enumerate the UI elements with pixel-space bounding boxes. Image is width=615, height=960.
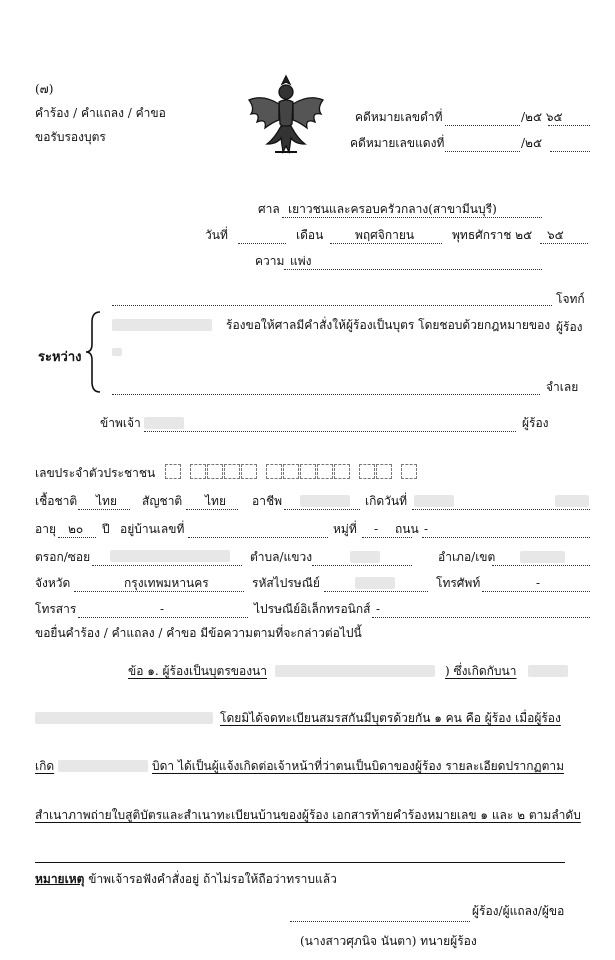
id-digit-box (317, 464, 333, 479)
red-case-label: คดีหมายเลขแดงที่ (350, 136, 445, 150)
black-case-label: คดีหมายเลขดำที่ (355, 110, 443, 124)
redacted-father-name (528, 665, 568, 677)
redacted-occupation (300, 495, 350, 507)
black-case-year: /๒๕ ๖๕ (521, 110, 563, 124)
petitioner-side-label: ผู้ร้อง (556, 320, 583, 334)
declarant-label: ข้าพเจ้า (100, 416, 141, 430)
year-unit-label: ปี (102, 522, 110, 536)
year-line (540, 243, 588, 244)
postal-field[interactable] (324, 591, 428, 592)
phone-label: โทรศัพท์ (436, 576, 481, 590)
defendant-label: จำเลย (546, 380, 579, 394)
note-label: หมายเหตุ (35, 872, 85, 886)
fax-value: - (160, 602, 165, 616)
id-digit-box (266, 464, 282, 479)
moo-label: หมู่ที่ (333, 522, 357, 536)
clause1-start: ข้อ ๑. ผู้ร้องเป็นบุตรของนา (128, 664, 268, 678)
road-label: ถนน (395, 522, 419, 536)
footer-divider (35, 862, 565, 863)
phone-value: - (536, 576, 541, 590)
fax-line (78, 617, 248, 618)
province-label: จังหวัด (35, 576, 71, 590)
email-line (372, 617, 590, 618)
body-line3-rest: บิดา ได้เป็นผู้แจ้งเกิดต่อเจ้าหน้าที่ว่าตนเป็นบิดาของผู้ร้อง รายละเอียดปรากฏตาม (152, 759, 565, 773)
submit-statement: ขอยื่นคำร้อง / คำแถลง / คำขอ มีข้อความตามที่จะกล่าวต่อไปนี้ (35, 626, 362, 640)
occupation-label: อาชีพ (252, 494, 282, 508)
email-value: - (376, 602, 381, 616)
moo-value: - (374, 522, 379, 536)
month-line (330, 243, 442, 244)
form-number: (๗) (35, 82, 54, 96)
age-label: อายุ (35, 522, 56, 536)
red-case-year-field[interactable] (550, 151, 590, 152)
race-label: เชื้อชาติ (35, 494, 78, 508)
district-field[interactable] (492, 565, 590, 566)
postal-label: รหัสไปรษณีย์ (252, 576, 320, 590)
redacted-subdistrict (350, 551, 380, 563)
soi-label: ตรอก/ซอย (35, 550, 91, 564)
moo-line (362, 537, 412, 538)
month-label: เดือน (296, 228, 324, 242)
year-value: ๖๕ (547, 228, 564, 242)
black-case-year-line (548, 125, 590, 126)
age-line (58, 537, 96, 538)
redacted-petitioner-name (112, 319, 212, 331)
month-value: พฤศจิกายน (355, 228, 415, 242)
fax-label: โทรสาร (35, 602, 77, 616)
matter-value: แพ่ง (290, 254, 312, 268)
address-field[interactable] (188, 537, 328, 538)
black-case-number-field[interactable] (445, 125, 520, 126)
road-value: - (424, 522, 429, 536)
redacted-birthyear (555, 495, 589, 507)
date-label: วันที่ (205, 228, 228, 242)
redacted-birth-detail (58, 760, 148, 772)
email-label: ไปรษณีย์อิเล็กทรอนิกส์ (254, 602, 371, 616)
age-value: ๒๐ (68, 522, 84, 536)
plaintiff-field[interactable] (112, 305, 552, 306)
matter-label: ความ (255, 254, 285, 268)
red-case-year: /๒๕ (521, 136, 543, 150)
defendant-field[interactable] (112, 394, 540, 395)
id-digit-box (334, 464, 350, 479)
id-label: เลขประจำตัวประชาชน (35, 466, 156, 480)
year-label: พุทธศักราช ๒๕ (452, 228, 533, 242)
race-value: ไทย (96, 494, 117, 508)
redacted-birthdate (414, 495, 454, 507)
signer-role: ผู้ร้อง/ผู้แถลง/ผู้ขอ (472, 904, 565, 918)
phone-line (482, 591, 590, 592)
declarant-name-field[interactable] (144, 431, 516, 432)
id-digit-box (376, 464, 392, 479)
nationality-label: สัญชาติ (142, 494, 183, 508)
note-row (35, 872, 337, 887)
redacted-soi (110, 550, 230, 562)
birthdate-field[interactable] (412, 509, 590, 510)
matter-line (284, 269, 542, 270)
address-label: อยู่บ้านเลขที่ (120, 522, 185, 536)
birthdate-label: เกิดวันที่ (365, 494, 408, 508)
id-digit-box (300, 464, 316, 479)
nationality-line (186, 509, 238, 510)
note-text: ข้าพเจ้ารอฟังคำสั่งอยู่ ถ้าไม่รอให้ถือว่าทราบแล้ว (88, 872, 337, 886)
signer-name: (นางสาวศุภนิจ นันตา) ทนายผู้ร้อง (300, 934, 477, 948)
occupation-field[interactable] (284, 509, 360, 510)
soi-field[interactable] (92, 565, 242, 566)
redacted-district (520, 551, 565, 563)
garuda-emblem-icon (245, 72, 327, 160)
district-label: อำเภอ/เขต (438, 550, 496, 564)
subdistrict-field[interactable] (312, 565, 412, 566)
court-label: ศาล (258, 202, 280, 216)
nationality-value: ไทย (205, 494, 226, 508)
between-label: ระหว่าง (38, 350, 82, 365)
signature-field[interactable] (290, 921, 470, 922)
red-case-number-field[interactable] (445, 151, 520, 152)
body-line4: สำเนาภาพถ่ายใบสูติบัตรและสำเนาทะเบียนบ้านของผู้ร้อง เอกสารท้ายคำร้องหมายเลข ๑ และ ๒ ตามลำดับ (35, 808, 581, 822)
court-name: เยาวชนและครอบครัวกลาง(สาขามีนบุรี) (288, 202, 497, 216)
redacted-father-name-cont (35, 712, 213, 724)
id-digit-box (224, 464, 240, 479)
redacted-mother-name (275, 665, 435, 677)
redacted-declarant-name (144, 417, 184, 429)
race-line (78, 509, 130, 510)
id-digit-box (165, 464, 181, 479)
form-title-line2: ขอรับรองบุตร (35, 130, 106, 144)
body-line2: โดยมิได้จดทะเบียนสมรสกันมีบุตรด้วยกัน ๑ คน คือ ผู้ร้อง เมื่อผู้ร้อง (220, 711, 561, 725)
body-line3-start: เกิด (35, 759, 55, 773)
clause1-end: ) ซึ่งเกิดกับนา (445, 664, 517, 678)
declarant-role: ผู้ร้อง (522, 416, 549, 430)
between-brace-icon (84, 310, 102, 394)
province-line (74, 591, 244, 592)
petition-text: ร้องขอให้ศาลมีคำสั่งให้ผู้ร้องเป็นบุตร โดยชอบด้วยกฎหมายของ (226, 318, 551, 332)
road-line (422, 537, 590, 538)
plaintiff-label: โจทก์ (556, 292, 585, 306)
id-digit-box (241, 464, 257, 479)
id-digit-box (190, 464, 206, 479)
id-digit-box (283, 464, 299, 479)
id-digit-box (359, 464, 375, 479)
court-line (282, 217, 542, 218)
redacted-mark (112, 348, 122, 356)
province-value: กรุงเทพมหานคร (124, 576, 209, 590)
redacted-postal (355, 577, 395, 589)
id-digit-box (207, 464, 223, 479)
date-field[interactable] (238, 243, 286, 244)
subdistrict-label: ตำบล/แขวง (250, 550, 313, 564)
id-digit-box (401, 464, 417, 479)
form-title-line1: คำร้อง / คำแถลง / คำขอ (35, 106, 166, 120)
